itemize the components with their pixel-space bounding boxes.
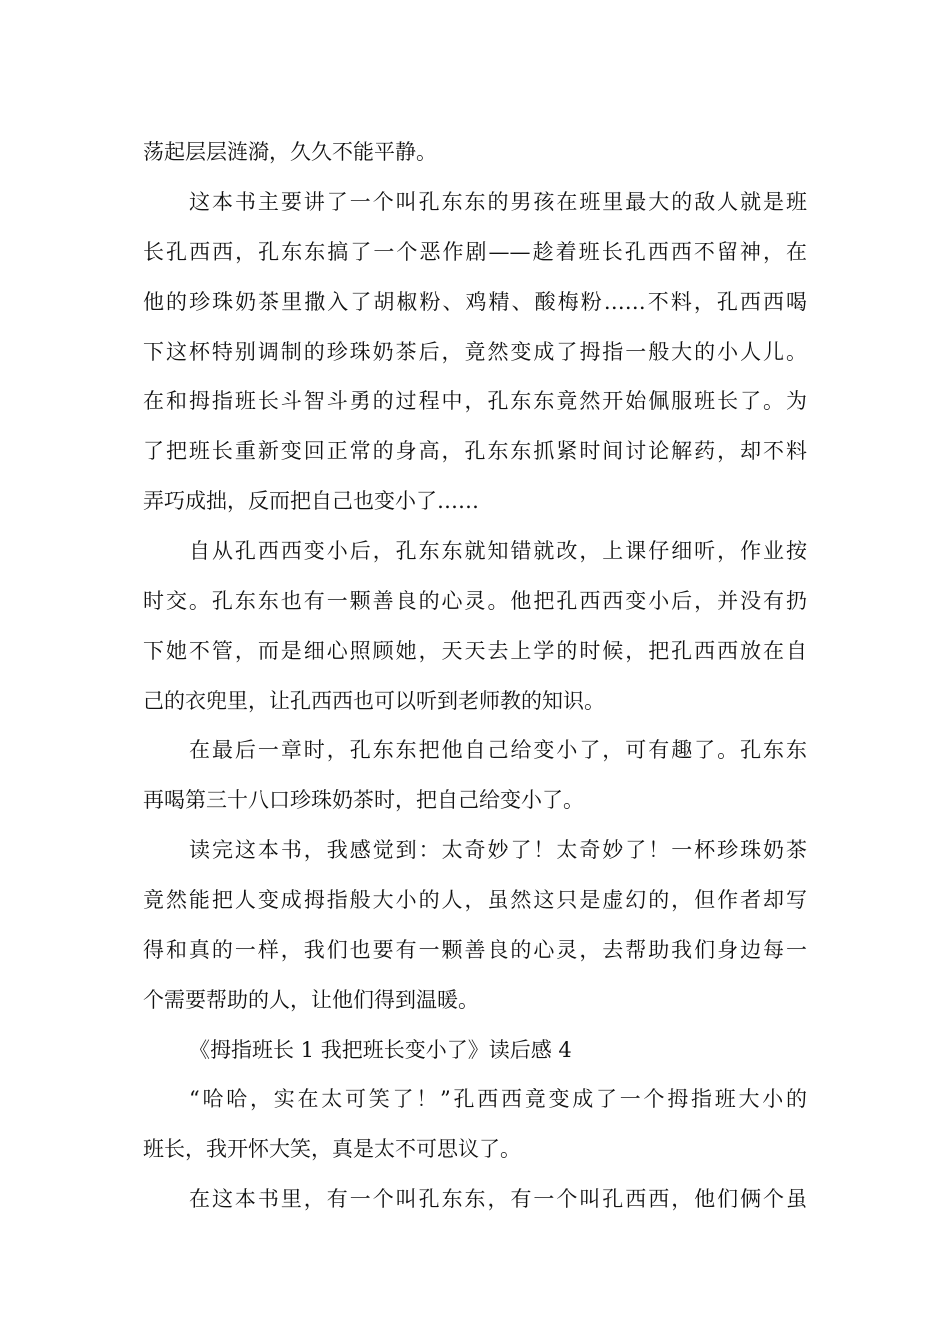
paragraph-line: 班长，我开怀大笑，真是太不可思议了。 (143, 1137, 521, 1161)
paragraph-line: “哈哈，实在太可笑了！”孔西西竟变成了一个拇指班大小的 (189, 1087, 807, 1111)
paragraph-line: 时交。孔东东也有一颗善良的心灵。他把孔西西变小后，并没有扔 (143, 589, 807, 613)
paragraph-line: 他的珍珠奶茶里撒入了胡椒粉、鸡精、酸梅粉……不料，孔西西喝 (143, 290, 807, 314)
paragraph-line: 竟然能把人变成拇指般大小的人，虽然这只是虚幻的，但作者却写 (143, 888, 807, 912)
paragraph-line: 了把班长重新变回正常的身高，孔东东抓紧时间讨论解药，却不料 (143, 439, 807, 463)
paragraph-line: 在这本书里，有一个叫孔东东，有一个叫孔西西，他们俩个虽 (189, 1187, 807, 1211)
paragraph-line: 长孔西西，孔东东搞了一个恶作剧——趁着班长孔西西不留神，在 (143, 240, 807, 264)
paragraph-line: 个需要帮助的人，让他们得到温暖。 (143, 988, 479, 1012)
paragraph-line: 在最后一章时，孔东东把他自己给变小了，可有趣了。孔东东 (189, 738, 807, 762)
paragraph-line: 己的衣兜里，让孔西西也可以听到老师教的知识。 (143, 689, 605, 713)
paragraph-line: 读完这本书，我感觉到：太奇妙了！太奇妙了！一杯珍珠奶茶 (189, 838, 807, 862)
section-heading: 《拇指班长 1 我把班长变小了》读后感 4 (189, 1038, 572, 1062)
paragraph-line: 下她不管，而是细心照顾她，天天去上学的时候，把孔西西放在自 (143, 639, 807, 663)
paragraph-line: 自从孔西西变小后，孔东东就知错就改，上课仔细听，作业按 (189, 539, 807, 563)
paragraph-line: 在和拇指班长斗智斗勇的过程中，孔东东竟然开始佩服班长了。为 (143, 389, 807, 413)
paragraph-line: 得和真的一样，我们也要有一颗善良的心灵，去帮助我们身边每一 (143, 938, 807, 962)
paragraph-line: 下这杯特别调制的珍珠奶茶后，竟然变成了拇指一般大的小人儿。 (143, 340, 807, 364)
paragraph-line: 荡起层层涟漪，久久不能平静。 (143, 140, 437, 164)
paragraph-line: 这本书主要讲了一个叫孔东东的男孩在班里最大的敌人就是班 (189, 190, 807, 214)
paragraph-line: 弄巧成拙，反而把自己也变小了…… (143, 489, 479, 513)
paragraph-line: 再喝第三十八口珍珠奶茶时，把自己给变小了。 (143, 788, 584, 812)
